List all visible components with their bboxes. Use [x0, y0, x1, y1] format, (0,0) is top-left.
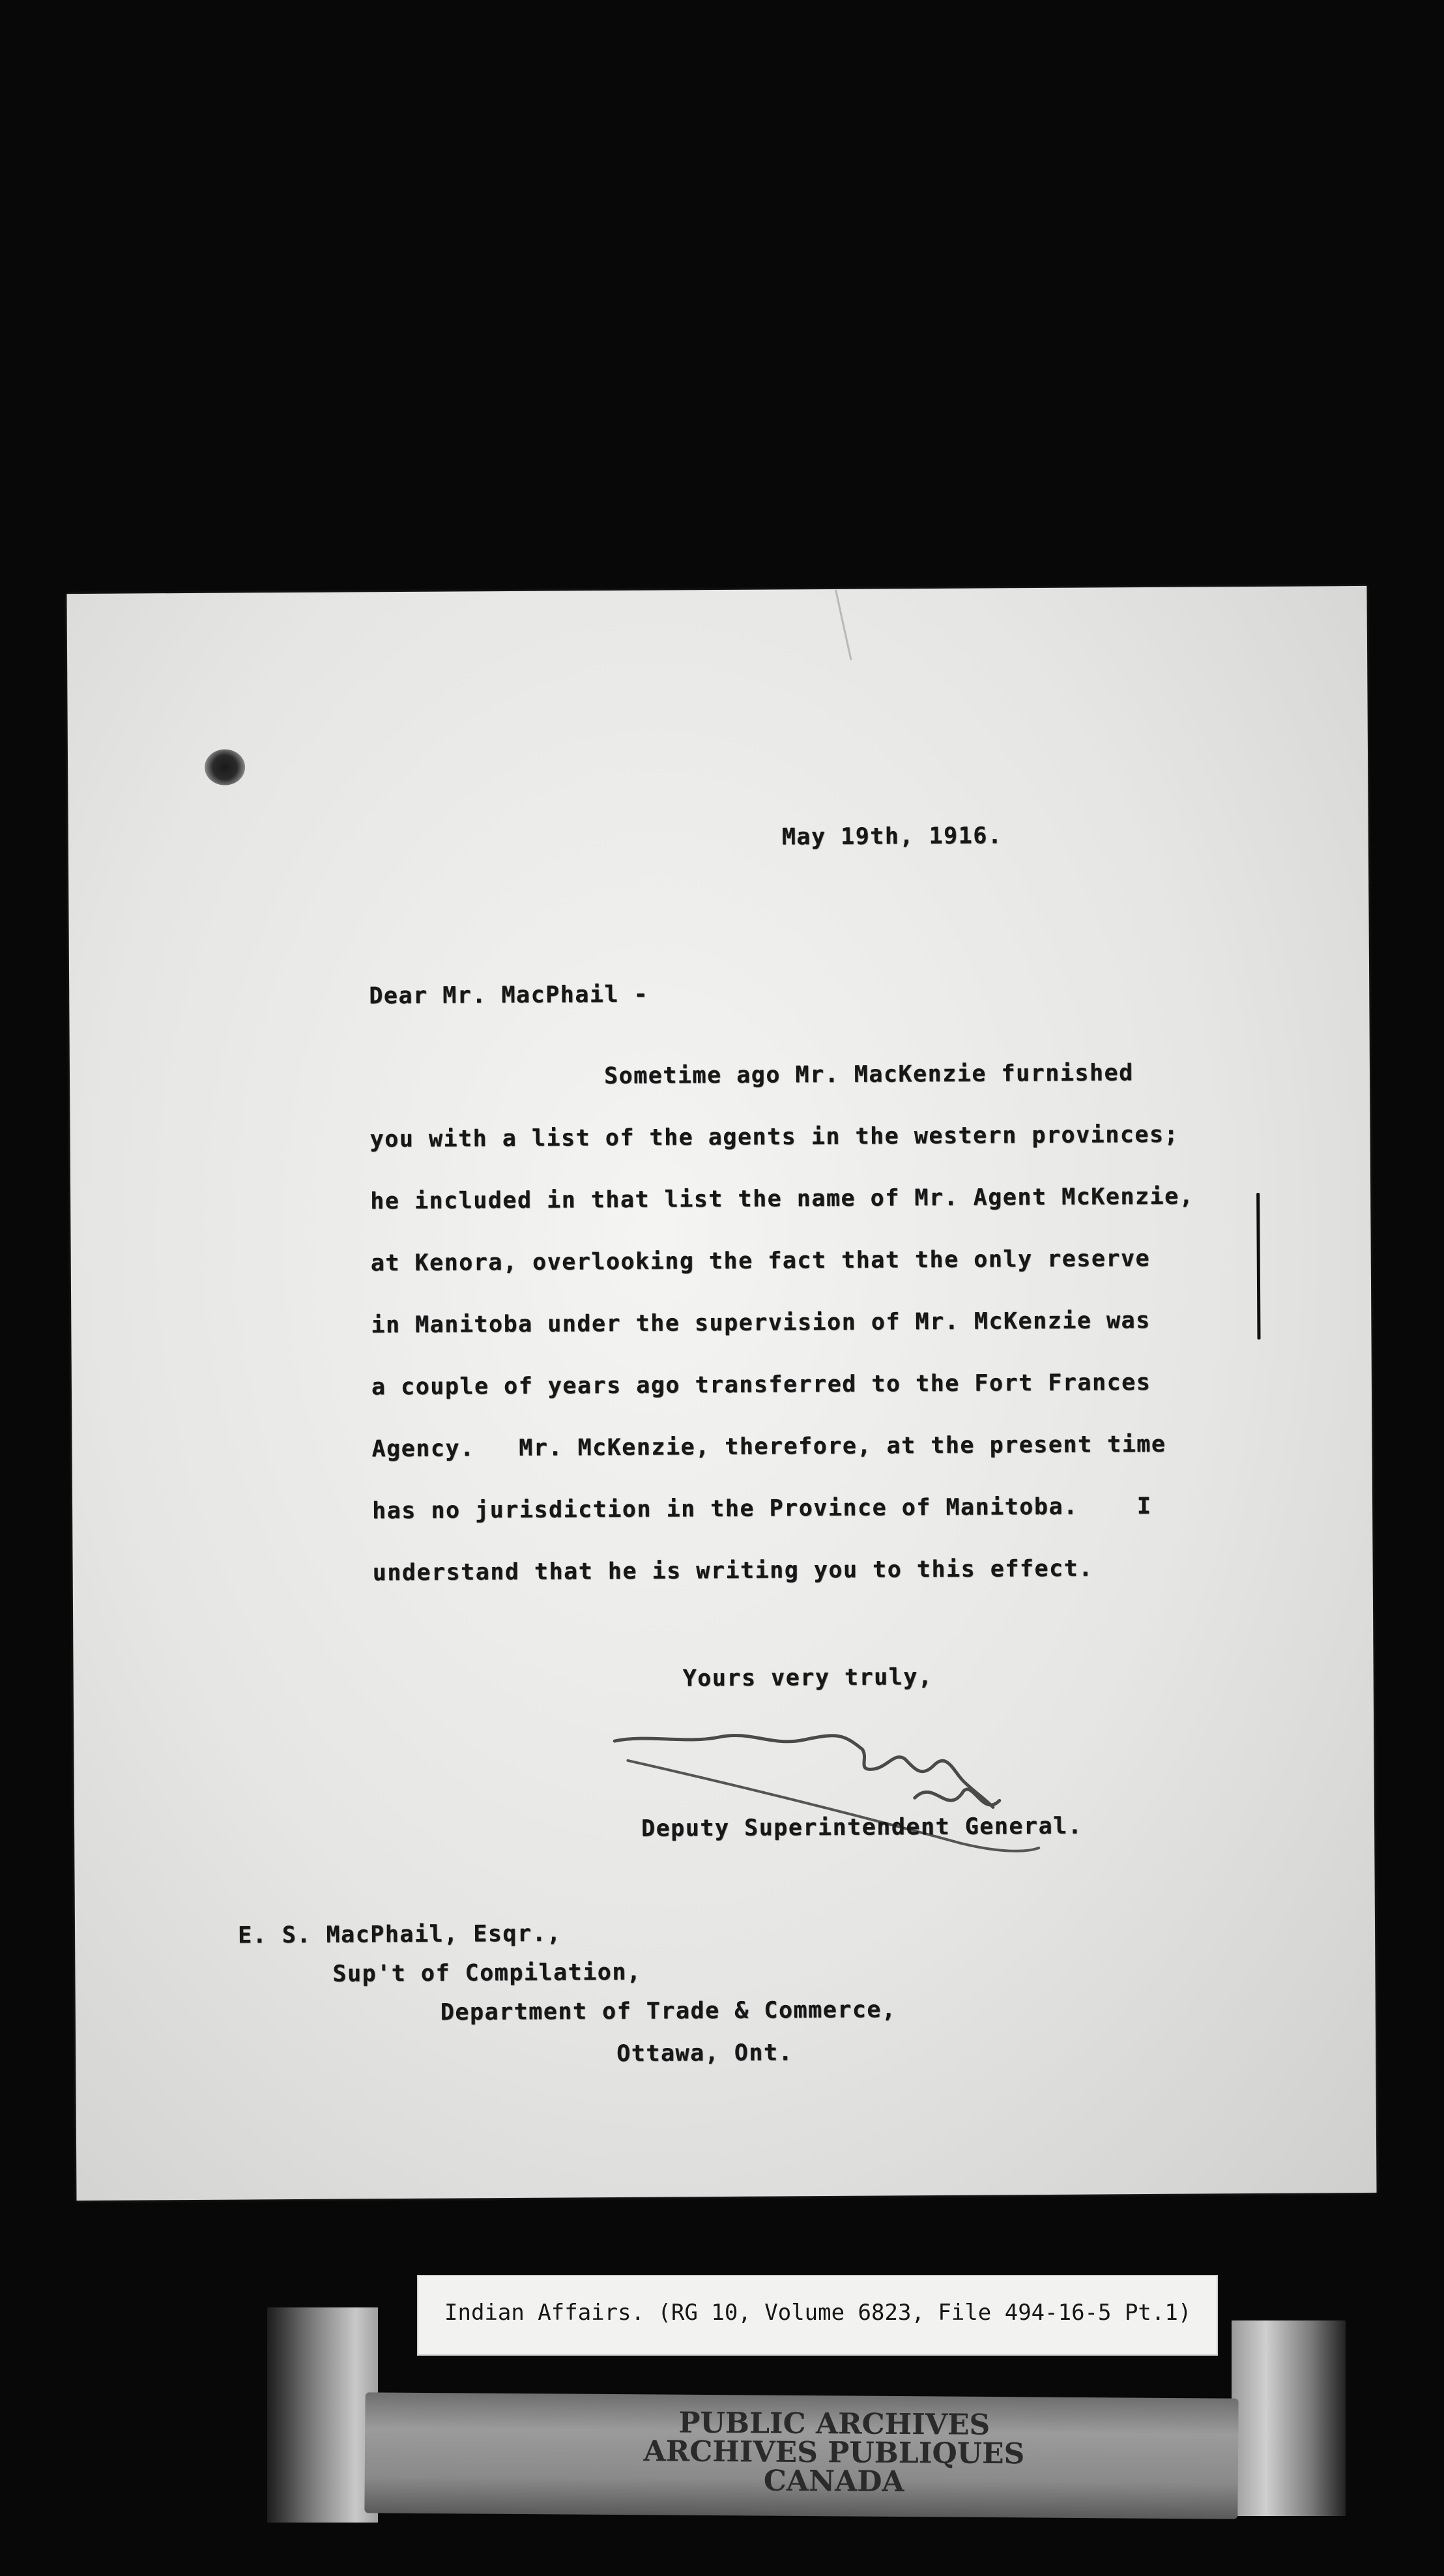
archive-reference-text: Indian Affairs. (RG 10, Volume 6823, File 494-16-5 Pt.1) — [444, 2300, 1192, 2326]
body-line: has no jurisdiction in the Province of Manitoba. I — [371, 1493, 1152, 1525]
signer-title: Deputy Superintendent General. — [641, 1813, 1083, 1842]
body-line: Sometime ago Mr. MacKenzie furnished — [603, 1060, 1134, 1090]
body-line: you with a list of the agents in the western provinces; — [369, 1121, 1179, 1153]
stamp-line: ARCHIVES PUBLIQUES — [643, 2435, 1025, 2471]
address-line: Sup't of Compilation, — [332, 1959, 642, 1987]
body-line: at Kenora, overlooking the fact that the only reserve — [370, 1245, 1151, 1277]
archive-stamp-strip — [364, 2392, 1238, 2519]
letter-date: May 19th, 1916. — [781, 823, 1003, 851]
body-line: Agency. Mr. McKenzie, therefore, at the present time — [371, 1431, 1166, 1463]
punch-hole — [205, 749, 245, 785]
film-edge-right — [1232, 2320, 1346, 2516]
stamp-line: CANADA — [763, 2464, 904, 2499]
body-line: understand that he is writing you to this effect. — [372, 1555, 1093, 1587]
film-edge-left — [267, 2307, 378, 2523]
body-line: a couple of years ago transferred to the Fort Frances — [371, 1369, 1151, 1401]
address-line: Ottawa, Ont. — [616, 2040, 794, 2068]
archive-reference-label — [417, 2275, 1218, 2356]
archive-stamp — [639, 2408, 1030, 2497]
stamp-line: PUBLIC ARCHIVES — [678, 2406, 990, 2442]
letter-sheet — [66, 586, 1376, 2201]
address-line: E. S. MacPhail, Esqr., — [237, 1920, 562, 1949]
letter-salutation: Dear Mr. MacPhail - — [369, 981, 649, 1010]
body-line: he included in that list the name of Mr. Agent McKenzie, — [370, 1183, 1194, 1215]
address-line: Department of Trade & Commerce, — [440, 1997, 897, 2026]
letter-closing: Yours very truly, — [682, 1664, 933, 1692]
margin-mark — [1256, 1193, 1260, 1339]
body-line: in Manitoba under the supervision of Mr. McKenzie was — [371, 1307, 1151, 1339]
paper-crease — [835, 590, 852, 660]
